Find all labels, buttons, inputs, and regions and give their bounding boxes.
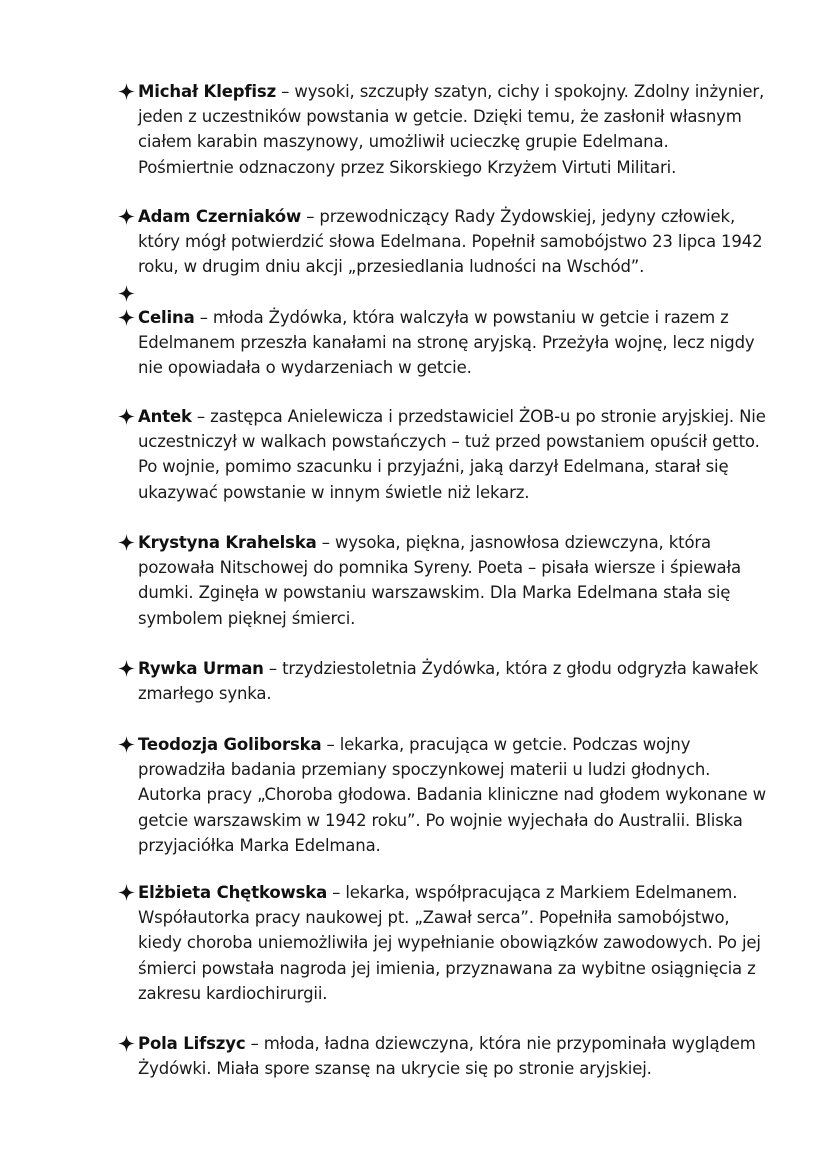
- character-description: – lekarka, pracująca w getcie. Podczas wojny prowadziła badania przemiany spoczynkowej materii u ludzi głodnych. Autorka pracy „Choroba głodowa. Badania kliniczne nad głodem wykonane w getcie warszawskim w 1942 roku”. Po wojnie wyjechała do Australii. Bliska przyjaciółka Marka Edelmana.: [138, 735, 766, 855]
- character-entry-czerniakow: [118, 204, 768, 280]
- four-point-star-icon: [118, 1031, 135, 1056]
- character-entry-klepfisz: [118, 79, 768, 180]
- character-name: Rywka Urman: [138, 659, 264, 678]
- character-entry-antek: [118, 404, 768, 505]
- character-entry-lifszyc: [118, 1031, 768, 1081]
- four-point-star-icon: [118, 305, 135, 330]
- four-point-star-icon: [118, 732, 135, 757]
- character-description: – trzydziestoletnia Żydówka, która z głodu odgryzła kawałek zmarłego synka.: [138, 659, 759, 704]
- four-point-star-icon: [118, 656, 135, 681]
- character-name: Antek: [138, 407, 192, 426]
- character-name: Krystyna Krahelska: [138, 533, 317, 552]
- character-description: – wysoka, piękna, jasnowłosa dziewczyna, która pozowała Nitschowej do pomnika Syreny. Poeta – pisała wiersze i śpiewała dumki. Zginęła w powstaniu warszawskim. Dla Marka Edelmana stała się symbolem pięknej śmierci.: [138, 533, 742, 628]
- character-entry-celina: [118, 305, 768, 381]
- character-entry-krahelska: [118, 530, 768, 631]
- character-name: Adam Czerniaków: [138, 207, 302, 226]
- character-name: Celina: [138, 308, 195, 327]
- character-description: – młoda, ładna dziewczyna, która nie przypominała wyglądem Żydówki. Miała spore szansę na ukrycie się po stronie aryjskiej.: [138, 1034, 756, 1079]
- four-point-star-icon: [118, 204, 135, 229]
- character-description: – wysoki, szczupły szatyn, cichy i spokojny. Zdolny inżynier, jeden z uczestników powstania w getcie. Dzięki temu, że zasłonił własnym ciałem karabin maszynowy, umożliwił ucieczkę grupie Edelmana. Pośmiertnie odznaczony przez Sikorskiego Krzyżem Virtuti Militari.: [138, 82, 765, 177]
- character-entry-goliborska: [118, 732, 768, 858]
- character-entry-chetkowska: [118, 880, 768, 1006]
- character-description: – lekarka, współpracująca z Markiem Edelmanem. Współautorka pracy naukowej pt. „Zawał serca”. Popełniła samobójstwo, kiedy choroba uniemożliwiła jej wypełnianie obowiązków zawodowych. Po jej śmierci powstała nagroda jej imienia, przyznawana za wybitne osiągnięcia z zakresu kardiochirurgii.: [138, 883, 761, 1003]
- character-description: – młoda Żydówka, która walczyła w powstaniu w getcie i razem z Edelmanem przeszła kanałami na stronę aryjską. Przeżyła wojnę, lecz nigdy nie opowiadała o wydarzeniach w getcie.: [138, 308, 755, 378]
- four-point-star-icon: [118, 404, 135, 429]
- character-name: Elżbieta Chętkowska: [138, 883, 328, 902]
- four-point-star-icon: [118, 880, 135, 905]
- character-entry-urman: [118, 656, 768, 706]
- four-point-star-icon: [118, 281, 135, 306]
- four-point-star-icon: [118, 530, 135, 555]
- character-description: – zastępca Anielewicza i przedstawiciel ŻOB-u po stronie aryjskiej. Nie uczestniczył w walkach powstańczych – tuż przed powstaniem opuścił getto. Po wojnie, pomimo szacunku i przyjaźni, jaką darzył Edelmana, starał się ukazywać powstanie w innym świetle niż lekarz.: [138, 407, 766, 502]
- character-name: Michał Klepfisz: [138, 82, 277, 101]
- character-name: Teodozja Goliborska: [138, 735, 322, 754]
- character-name: Pola Lifszyc: [138, 1034, 246, 1053]
- four-point-star-icon: [118, 79, 135, 104]
- character-description: – przewodniczący Rady Żydowskiej, jedyny człowiek, który mógł potwierdzić słowa Edelmana. Popełnił samobójstwo 23 lipca 1942 roku, w drugim dniu akcji „przesiedlania ludności na Wschód”.: [138, 207, 763, 277]
